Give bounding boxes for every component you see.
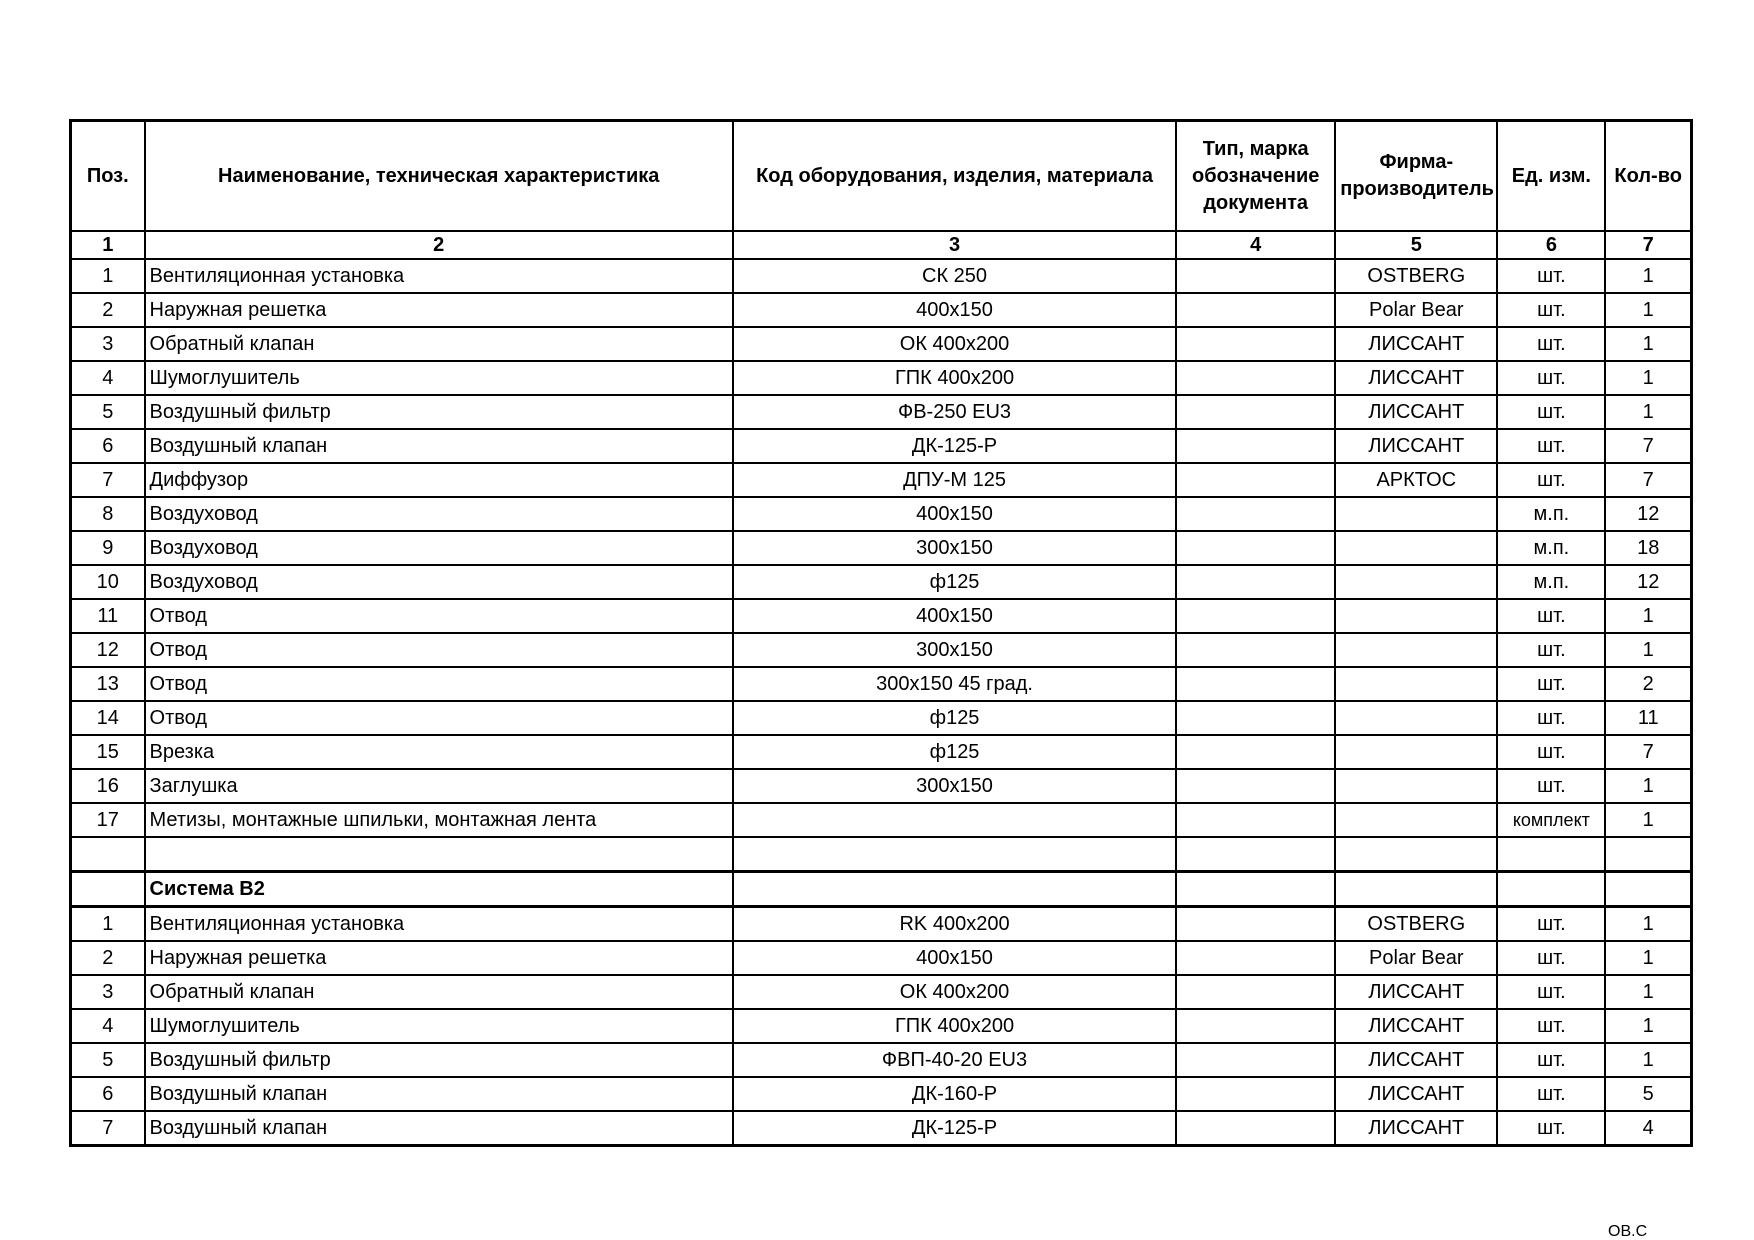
name-cell: Наружная решетка [145, 941, 733, 975]
header-name: Наименование, техническая характеристика [145, 121, 733, 232]
column-number: 5 [1335, 231, 1497, 259]
empty-cell [1176, 837, 1335, 872]
code-cell: 300x150 [733, 769, 1176, 803]
unit-cell: шт. [1497, 941, 1605, 975]
name-cell: Наружная решетка [145, 293, 733, 327]
empty-cell [71, 837, 145, 872]
type-cell [1176, 259, 1335, 293]
qty-cell: 2 [1605, 667, 1691, 701]
maker-cell: ЛИССАНТ [1335, 327, 1497, 361]
unit-cell: м.п. [1497, 497, 1605, 531]
qty-cell: 1 [1605, 293, 1691, 327]
code-cell: 300x150 [733, 531, 1176, 565]
name-cell: Воздуховод [145, 497, 733, 531]
type-cell [1176, 941, 1335, 975]
name-cell: Шумоглушитель [145, 361, 733, 395]
name-cell: Отвод [145, 633, 733, 667]
table-row [71, 975, 1692, 1009]
table-row [71, 1111, 1692, 1146]
header-pos: Поз. [71, 121, 145, 232]
table-row [71, 1009, 1692, 1043]
unit-cell: шт. [1497, 599, 1605, 633]
unit-cell: шт. [1497, 975, 1605, 1009]
table-row [71, 565, 1692, 599]
name-cell: Воздушный фильтр [145, 1043, 733, 1077]
maker-cell [1335, 633, 1497, 667]
pos-cell: 9 [71, 531, 145, 565]
code-cell: 400x150 [733, 599, 1176, 633]
qty-cell: 1 [1605, 599, 1691, 633]
code-cell: 400x150 [733, 293, 1176, 327]
table-row [71, 803, 1692, 837]
name-cell: Обратный клапан [145, 975, 733, 1009]
name-cell: Диффузор [145, 463, 733, 497]
name-cell: Обратный клапан [145, 327, 733, 361]
qty-cell: 7 [1605, 463, 1691, 497]
table-row [71, 1077, 1692, 1111]
pos-cell: 11 [71, 599, 145, 633]
type-cell [1176, 531, 1335, 565]
table-row [71, 701, 1692, 735]
unit-cell: шт. [1497, 735, 1605, 769]
empty-cell [733, 872, 1176, 907]
name-cell: Вентиляционная установка [145, 259, 733, 293]
qty-cell: 1 [1605, 361, 1691, 395]
empty-cell [733, 837, 1176, 872]
maker-cell [1335, 599, 1497, 633]
type-cell [1176, 907, 1335, 942]
type-cell [1176, 361, 1335, 395]
maker-cell: ЛИССАНТ [1335, 1009, 1497, 1043]
maker-cell: ЛИССАНТ [1335, 1043, 1497, 1077]
unit-cell: шт. [1497, 259, 1605, 293]
name-cell: Отвод [145, 599, 733, 633]
qty-cell: 12 [1605, 497, 1691, 531]
section-title: Система В2 [145, 872, 733, 907]
name-cell: Метизы, монтажные шпильки, монтажная лента [145, 803, 733, 837]
type-cell [1176, 975, 1335, 1009]
qty-cell: 1 [1605, 1043, 1691, 1077]
pos-cell: 4 [71, 1009, 145, 1043]
maker-cell: ЛИССАНТ [1335, 975, 1497, 1009]
column-number: 7 [1605, 231, 1691, 259]
table-row [71, 259, 1692, 293]
type-cell [1176, 803, 1335, 837]
unit-cell: шт. [1497, 429, 1605, 463]
type-cell [1176, 769, 1335, 803]
table-row [71, 941, 1692, 975]
maker-cell: ЛИССАНТ [1335, 429, 1497, 463]
table-row [71, 361, 1692, 395]
qty-cell: 1 [1605, 259, 1691, 293]
name-cell: Воздуховод [145, 531, 733, 565]
header-type: Тип, марка обозначение документа [1176, 121, 1335, 232]
header-maker: Фирма-производитель [1335, 121, 1497, 232]
unit-cell: шт. [1497, 1043, 1605, 1077]
qty-cell: 1 [1605, 395, 1691, 429]
pos-cell: 16 [71, 769, 145, 803]
qty-cell: 18 [1605, 531, 1691, 565]
maker-cell [1335, 701, 1497, 735]
name-cell: Шумоглушитель [145, 1009, 733, 1043]
code-cell: ДК-160-Р [733, 1077, 1176, 1111]
table-row [71, 293, 1692, 327]
pos-cell: 1 [71, 907, 145, 942]
name-cell: Заглушка [145, 769, 733, 803]
pos-cell: 1 [71, 259, 145, 293]
table-row [71, 735, 1692, 769]
maker-cell: OSTBERG [1335, 259, 1497, 293]
header-code: Код оборудования, изделия, материала [733, 121, 1176, 232]
qty-cell: 7 [1605, 735, 1691, 769]
unit-cell: м.п. [1497, 565, 1605, 599]
maker-cell [1335, 735, 1497, 769]
unit-cell: шт. [1497, 463, 1605, 497]
name-cell: Отвод [145, 701, 733, 735]
blank-row [71, 837, 1692, 872]
code-cell: ДК-125-Р [733, 429, 1176, 463]
code-cell: ОК 400х200 [733, 327, 1176, 361]
empty-cell [1176, 872, 1335, 907]
type-cell [1176, 633, 1335, 667]
maker-cell: ЛИССАНТ [1335, 361, 1497, 395]
code-cell: СК 250 [733, 259, 1176, 293]
code-cell: ГПК 400х200 [733, 361, 1176, 395]
maker-cell [1335, 667, 1497, 701]
header-qty: Кол-во [1605, 121, 1691, 232]
name-cell: Воздушный фильтр [145, 395, 733, 429]
pos-cell: 3 [71, 975, 145, 1009]
table-row [71, 599, 1692, 633]
empty-cell [1605, 872, 1691, 907]
type-cell [1176, 667, 1335, 701]
qty-cell: 12 [1605, 565, 1691, 599]
code-cell: ОК 400х200 [733, 975, 1176, 1009]
pos-cell: 6 [71, 429, 145, 463]
column-number: 6 [1497, 231, 1605, 259]
document-code: ОВ.С [1608, 1223, 1648, 1240]
code-cell: 300x150 45 град. [733, 667, 1176, 701]
table-row [71, 531, 1692, 565]
unit-cell: шт. [1497, 907, 1605, 942]
table-row [71, 907, 1692, 942]
table-row [71, 395, 1692, 429]
unit-cell: шт. [1497, 395, 1605, 429]
type-cell [1176, 293, 1335, 327]
name-cell: Отвод [145, 667, 733, 701]
qty-cell: 1 [1605, 1009, 1691, 1043]
type-cell [1176, 1009, 1335, 1043]
maker-cell: ЛИССАНТ [1335, 1077, 1497, 1111]
code-cell: ДПУ-М 125 [733, 463, 1176, 497]
code-cell: ф125 [733, 565, 1176, 599]
maker-cell [1335, 497, 1497, 531]
qty-cell: 11 [1605, 701, 1691, 735]
table-row [71, 327, 1692, 361]
maker-cell: ЛИССАНТ [1335, 1111, 1497, 1146]
table-row [71, 633, 1692, 667]
type-cell [1176, 735, 1335, 769]
qty-cell: 1 [1605, 769, 1691, 803]
unit-cell: шт. [1497, 1077, 1605, 1111]
type-cell [1176, 1043, 1335, 1077]
name-cell: Врезка [145, 735, 733, 769]
section-row [71, 872, 1692, 907]
unit-cell: шт. [1497, 1009, 1605, 1043]
name-cell: Воздушный клапан [145, 429, 733, 463]
empty-cell [1335, 837, 1497, 872]
unit-cell: комплект [1497, 803, 1605, 837]
empty-cell [1335, 872, 1497, 907]
maker-cell: АРКТОС [1335, 463, 1497, 497]
type-cell [1176, 599, 1335, 633]
unit-cell: шт. [1497, 701, 1605, 735]
maker-cell: Polar Bear [1335, 293, 1497, 327]
pos-cell: 7 [71, 1111, 145, 1146]
maker-cell [1335, 803, 1497, 837]
code-cell: ДК-125-Р [733, 1111, 1176, 1146]
type-cell [1176, 327, 1335, 361]
unit-cell: м.п. [1497, 531, 1605, 565]
type-cell [1176, 429, 1335, 463]
pos-cell: 14 [71, 701, 145, 735]
pos-cell: 17 [71, 803, 145, 837]
name-cell: Вентиляционная установка [145, 907, 733, 942]
code-cell: ГПК 400х200 [733, 1009, 1176, 1043]
maker-cell [1335, 565, 1497, 599]
maker-cell: OSTBERG [1335, 907, 1497, 942]
pos-cell: 4 [71, 361, 145, 395]
pos-cell: 2 [71, 941, 145, 975]
maker-cell [1335, 531, 1497, 565]
specification-table [69, 119, 1693, 1147]
pos-cell: 5 [71, 395, 145, 429]
code-cell: ФВП-40-20 EU3 [733, 1043, 1176, 1077]
pos-cell: 3 [71, 327, 145, 361]
table-row [71, 769, 1692, 803]
pos-cell: 8 [71, 497, 145, 531]
type-cell [1176, 701, 1335, 735]
type-cell [1176, 1077, 1335, 1111]
pos-cell: 7 [71, 463, 145, 497]
table-row [71, 429, 1692, 463]
pos-cell: 5 [71, 1043, 145, 1077]
maker-cell [1335, 769, 1497, 803]
qty-cell: 1 [1605, 907, 1691, 942]
header-unit: Ед. изм. [1497, 121, 1605, 232]
header-row [71, 121, 1692, 232]
code-cell: ф125 [733, 701, 1176, 735]
column-number-row [71, 231, 1692, 259]
unit-cell: шт. [1497, 769, 1605, 803]
qty-cell: 1 [1605, 803, 1691, 837]
code-cell: 400x150 [733, 497, 1176, 531]
qty-cell: 7 [1605, 429, 1691, 463]
maker-cell: Polar Bear [1335, 941, 1497, 975]
qty-cell: 1 [1605, 941, 1691, 975]
unit-cell: шт. [1497, 1111, 1605, 1146]
code-cell: ф125 [733, 735, 1176, 769]
table-row [71, 1043, 1692, 1077]
column-number: 2 [145, 231, 733, 259]
type-cell [1176, 497, 1335, 531]
type-cell [1176, 463, 1335, 497]
type-cell [1176, 395, 1335, 429]
qty-cell: 1 [1605, 327, 1691, 361]
type-cell [1176, 565, 1335, 599]
code-cell: RK 400x200 [733, 907, 1176, 942]
name-cell: Воздушный клапан [145, 1077, 733, 1111]
code-cell [733, 803, 1176, 837]
table-row [71, 667, 1692, 701]
pos-cell: 2 [71, 293, 145, 327]
type-cell [1176, 1111, 1335, 1146]
empty-cell [71, 872, 145, 907]
pos-cell: 6 [71, 1077, 145, 1111]
unit-cell: шт. [1497, 361, 1605, 395]
unit-cell: шт. [1497, 327, 1605, 361]
column-number: 4 [1176, 231, 1335, 259]
column-number: 1 [71, 231, 145, 259]
qty-cell: 1 [1605, 975, 1691, 1009]
column-number: 3 [733, 231, 1176, 259]
pos-cell: 10 [71, 565, 145, 599]
qty-cell: 1 [1605, 633, 1691, 667]
unit-cell: шт. [1497, 293, 1605, 327]
empty-cell [145, 837, 733, 872]
table-row [71, 497, 1692, 531]
pos-cell: 15 [71, 735, 145, 769]
name-cell: Воздушный клапан [145, 1111, 733, 1146]
qty-cell: 5 [1605, 1077, 1691, 1111]
code-cell: ФВ-250 EU3 [733, 395, 1176, 429]
empty-cell [1497, 872, 1605, 907]
code-cell: 300x150 [733, 633, 1176, 667]
unit-cell: шт. [1497, 667, 1605, 701]
maker-cell: ЛИССАНТ [1335, 395, 1497, 429]
empty-cell [1605, 837, 1691, 872]
table-row [71, 463, 1692, 497]
unit-cell: шт. [1497, 633, 1605, 667]
pos-cell: 12 [71, 633, 145, 667]
qty-cell: 4 [1605, 1111, 1691, 1146]
code-cell: 400x150 [733, 941, 1176, 975]
empty-cell [1497, 837, 1605, 872]
name-cell: Воздуховод [145, 565, 733, 599]
pos-cell: 13 [71, 667, 145, 701]
